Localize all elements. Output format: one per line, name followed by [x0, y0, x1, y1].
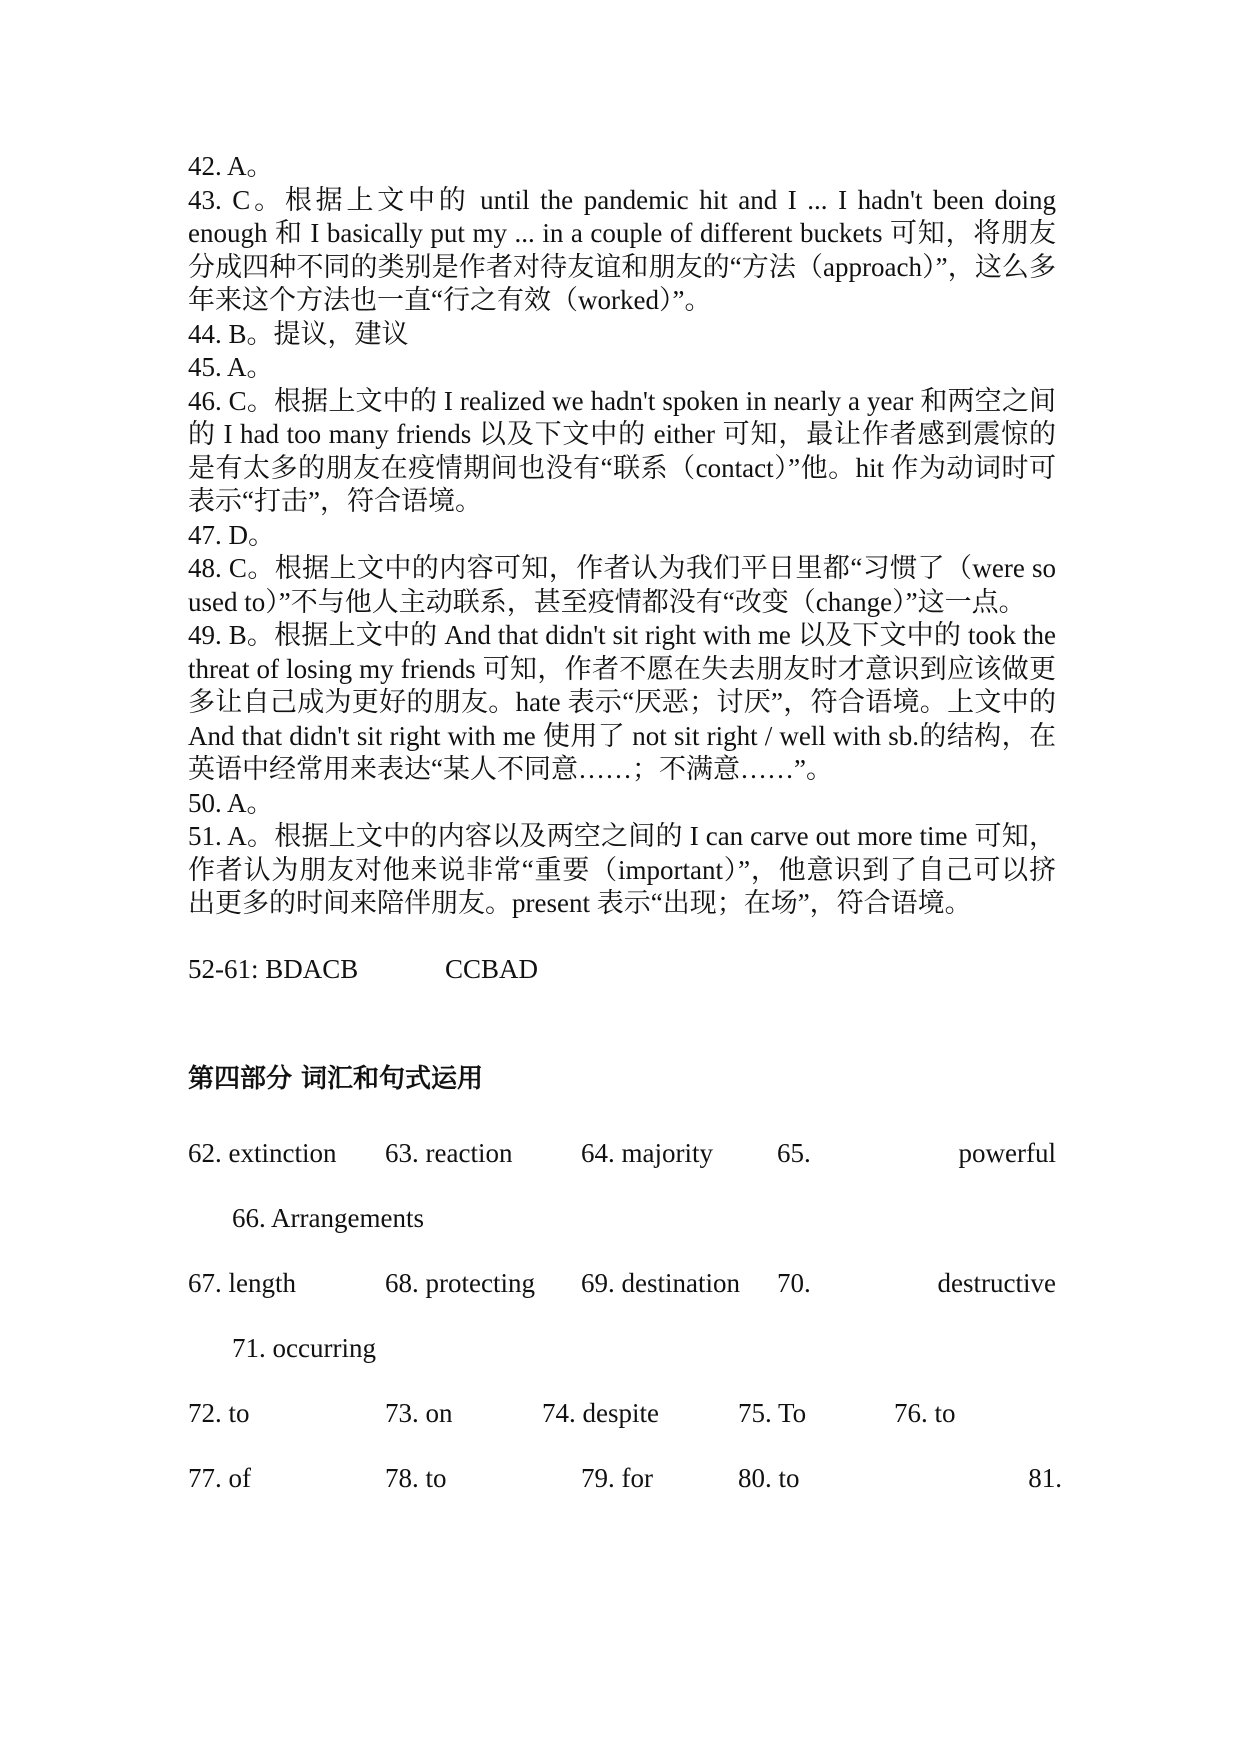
answer-67: 67. length: [188, 1267, 296, 1298]
explanation-45: 45. A。: [188, 352, 274, 382]
answer-70-number: 70.: [777, 1267, 811, 1298]
answer-row: [188, 1449, 1062, 1514]
explanation-46: 46. C。根据上文中的 I realized we hadn't spoken in nearly a year 和两空之间的 I had too many friends 以及下文中的 either 可知，最让作者感到震惊的是有太多的朋友在疫情期间也没有“联系（contact）”他。hit 作为动词时可表示“打击”，符合语境。: [188, 385, 1056, 516]
answer-78: 78. to: [385, 1462, 447, 1493]
answer-68: 68. protecting: [385, 1267, 535, 1298]
answer-row: [188, 1124, 1056, 1189]
answer-80: 80. to: [738, 1462, 800, 1493]
answer-65-number: 65.: [777, 1137, 811, 1168]
answer-65-word: powerful: [958, 1137, 1056, 1168]
explanation-42: 42. A。: [188, 151, 274, 181]
section-heading: 第四部分 词汇和句式运用: [188, 1063, 484, 1094]
answers-52-56: 52-61: BDACB: [188, 953, 359, 984]
explanation-49: 49. B。根据上文中的 And that didn't sit right with me 以及下文中的 took the threat of losing my friends 可知，作者不愿在失去朋友时才意识到应该做更多让自己成为更好的朋友。hate 表示“厌恶；讨厌”，符合语境。上文中的 And that didn't sit right with me 使用了 not sit right / well with sb.的结构，在英语中经常用来表达“某人不同意……；不满意……”。: [188, 620, 1056, 784]
answer-70-word: destructive: [937, 1267, 1056, 1298]
answer-72: 72. to: [188, 1397, 250, 1428]
answer-69: 69. destination: [581, 1267, 740, 1298]
answer-66: 66. Arrangements: [232, 1202, 424, 1233]
explanation-51: 51. A。根据上文中的内容以及两空之间的 I can carve out more time 可知，作者认为朋友对他来说非常“重要（important）”，他意识到了自己可以挤出更多的时间来陪伴朋友。present 表示“出现；在场”，符合语境。: [188, 821, 1056, 918]
explanation-43: 43. C。根据上文中的 until the pandemic hit and I ... I hadn't been doing enough 和 I basically put my ... in a couple of different buckets 可知，将朋友分成四种不同的类别是作者对待友谊和朋友的“方法（approach）”，这么多年来这个方法也一直“行之有效（worked）”。: [188, 184, 1056, 315]
answer-75: 75. To: [738, 1397, 807, 1428]
answer-74: 74. despite: [542, 1397, 659, 1428]
explanation-47: 47. D。: [188, 519, 275, 550]
answer-62: 62. extinction: [188, 1137, 337, 1168]
answer-row: [188, 1254, 1056, 1319]
explanation-48: 48. C。根据上文中的内容可知，作者认为我们平日里都“习惯了（were so used to）”不与他人主动联系，甚至疫情都没有“改变（change）”这一点。: [188, 553, 1056, 617]
answer-row: [188, 1384, 1056, 1449]
explanation-44: 44. B。提议，建议: [188, 318, 409, 349]
answers-52-61: [188, 954, 1056, 988]
answer-73: 73. on: [385, 1397, 453, 1428]
answer-77: 77. of: [188, 1462, 251, 1493]
answers-57-61: CCBAD: [445, 953, 539, 984]
document-body: [188, 150, 1062, 1514]
answer-71: 71. occurring: [232, 1332, 376, 1363]
answer-row: [188, 1189, 1056, 1254]
answer-64: 64. majority: [581, 1137, 713, 1168]
answer-79: 79. for: [581, 1462, 653, 1493]
answer-63: 63. reaction: [385, 1137, 513, 1168]
answer-row: [188, 1319, 1056, 1384]
explanation-50: 50. A。: [188, 787, 274, 818]
answer-81: 81.: [1028, 1462, 1062, 1493]
answer-76: 76. to: [894, 1397, 956, 1428]
